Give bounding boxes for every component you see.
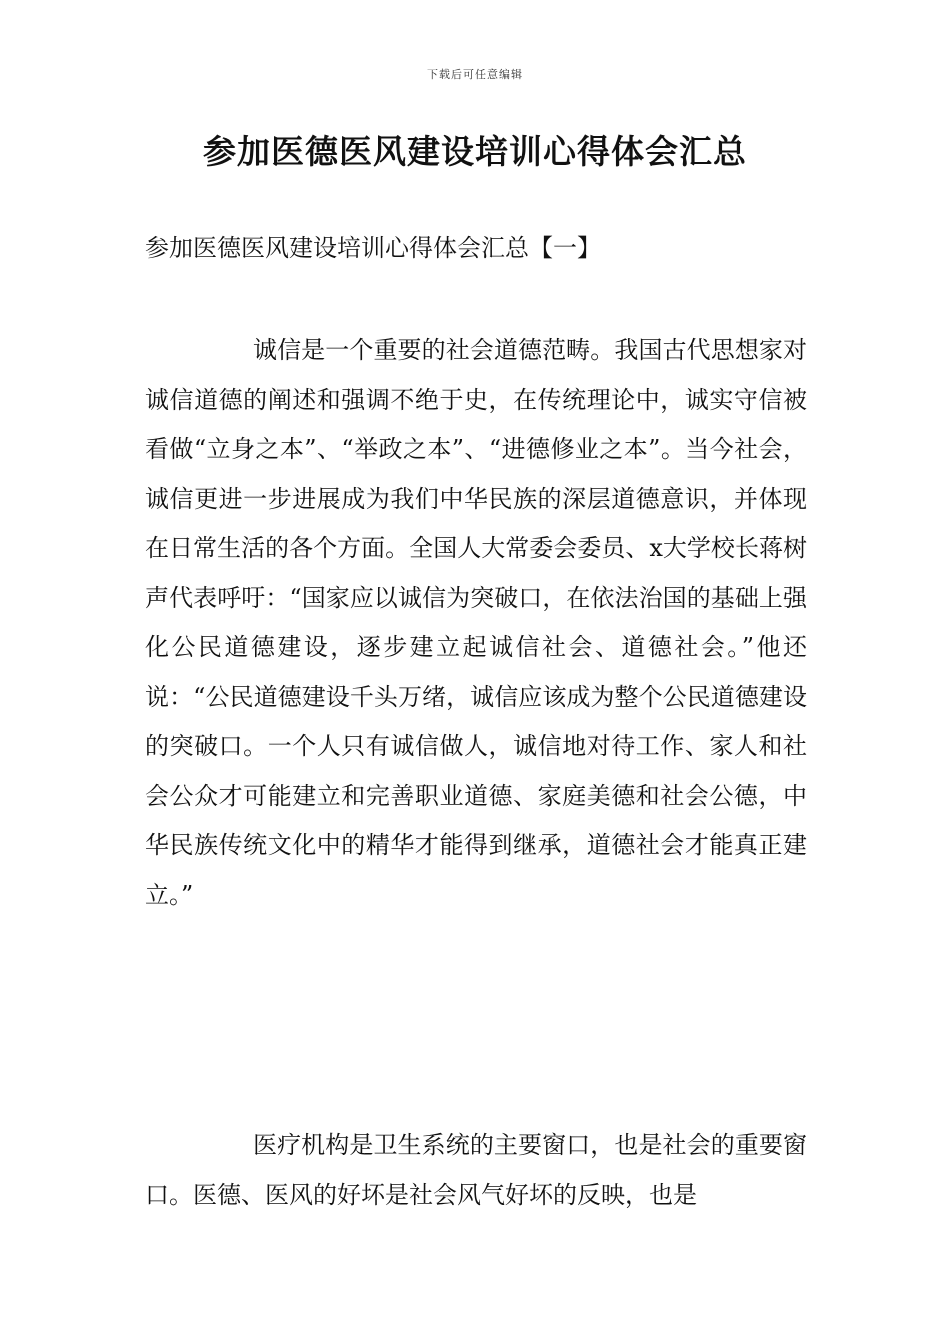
paragraph-medical-institutions: 医疗机构是卫生系统的主要窗口，也是社会的重要窗口。医德、医风的好坏是社会风气好坏的反映，也是 [145,1131,807,1209]
section-heading: 参加医德医风建设培训心得体会汇总【一】 [145,234,601,262]
header-note: 下载后可任意编辑 [427,68,523,81]
document-title: 参加医德医风建设培训心得体会汇总 [203,132,747,171]
paragraph-integrity: 诚信是一个重要的社会道德范畴。我国古代思想家对诚信道德的阐述和强调不绝于史，在传统理论中，诚实守信被看做“立身之本”、“举政之本”、“进德修业之本”。当今社会，诚信更进一步进展成为我们中华民族的深层道德意识，并体现在日常生活的各个方面。全国人大常委会委员、x大学校长蒋树声代表呼吁：“国家应以诚信为突破口，在依法治国的基础上强化公民道德建设，逐步建立起诚信社会、道德社会。”他还说：“公民道德建设千头万绪，诚信应该成为整个公民道德建设的突破口。一个人只有诚信做人，诚信地对待工作、家人和社会公众才可能建立和完善职业道德、家庭美德和社会公德，中华民族传统文化中的精华才能得到继承，道德社会才能真正建立。” [145,336,807,909]
